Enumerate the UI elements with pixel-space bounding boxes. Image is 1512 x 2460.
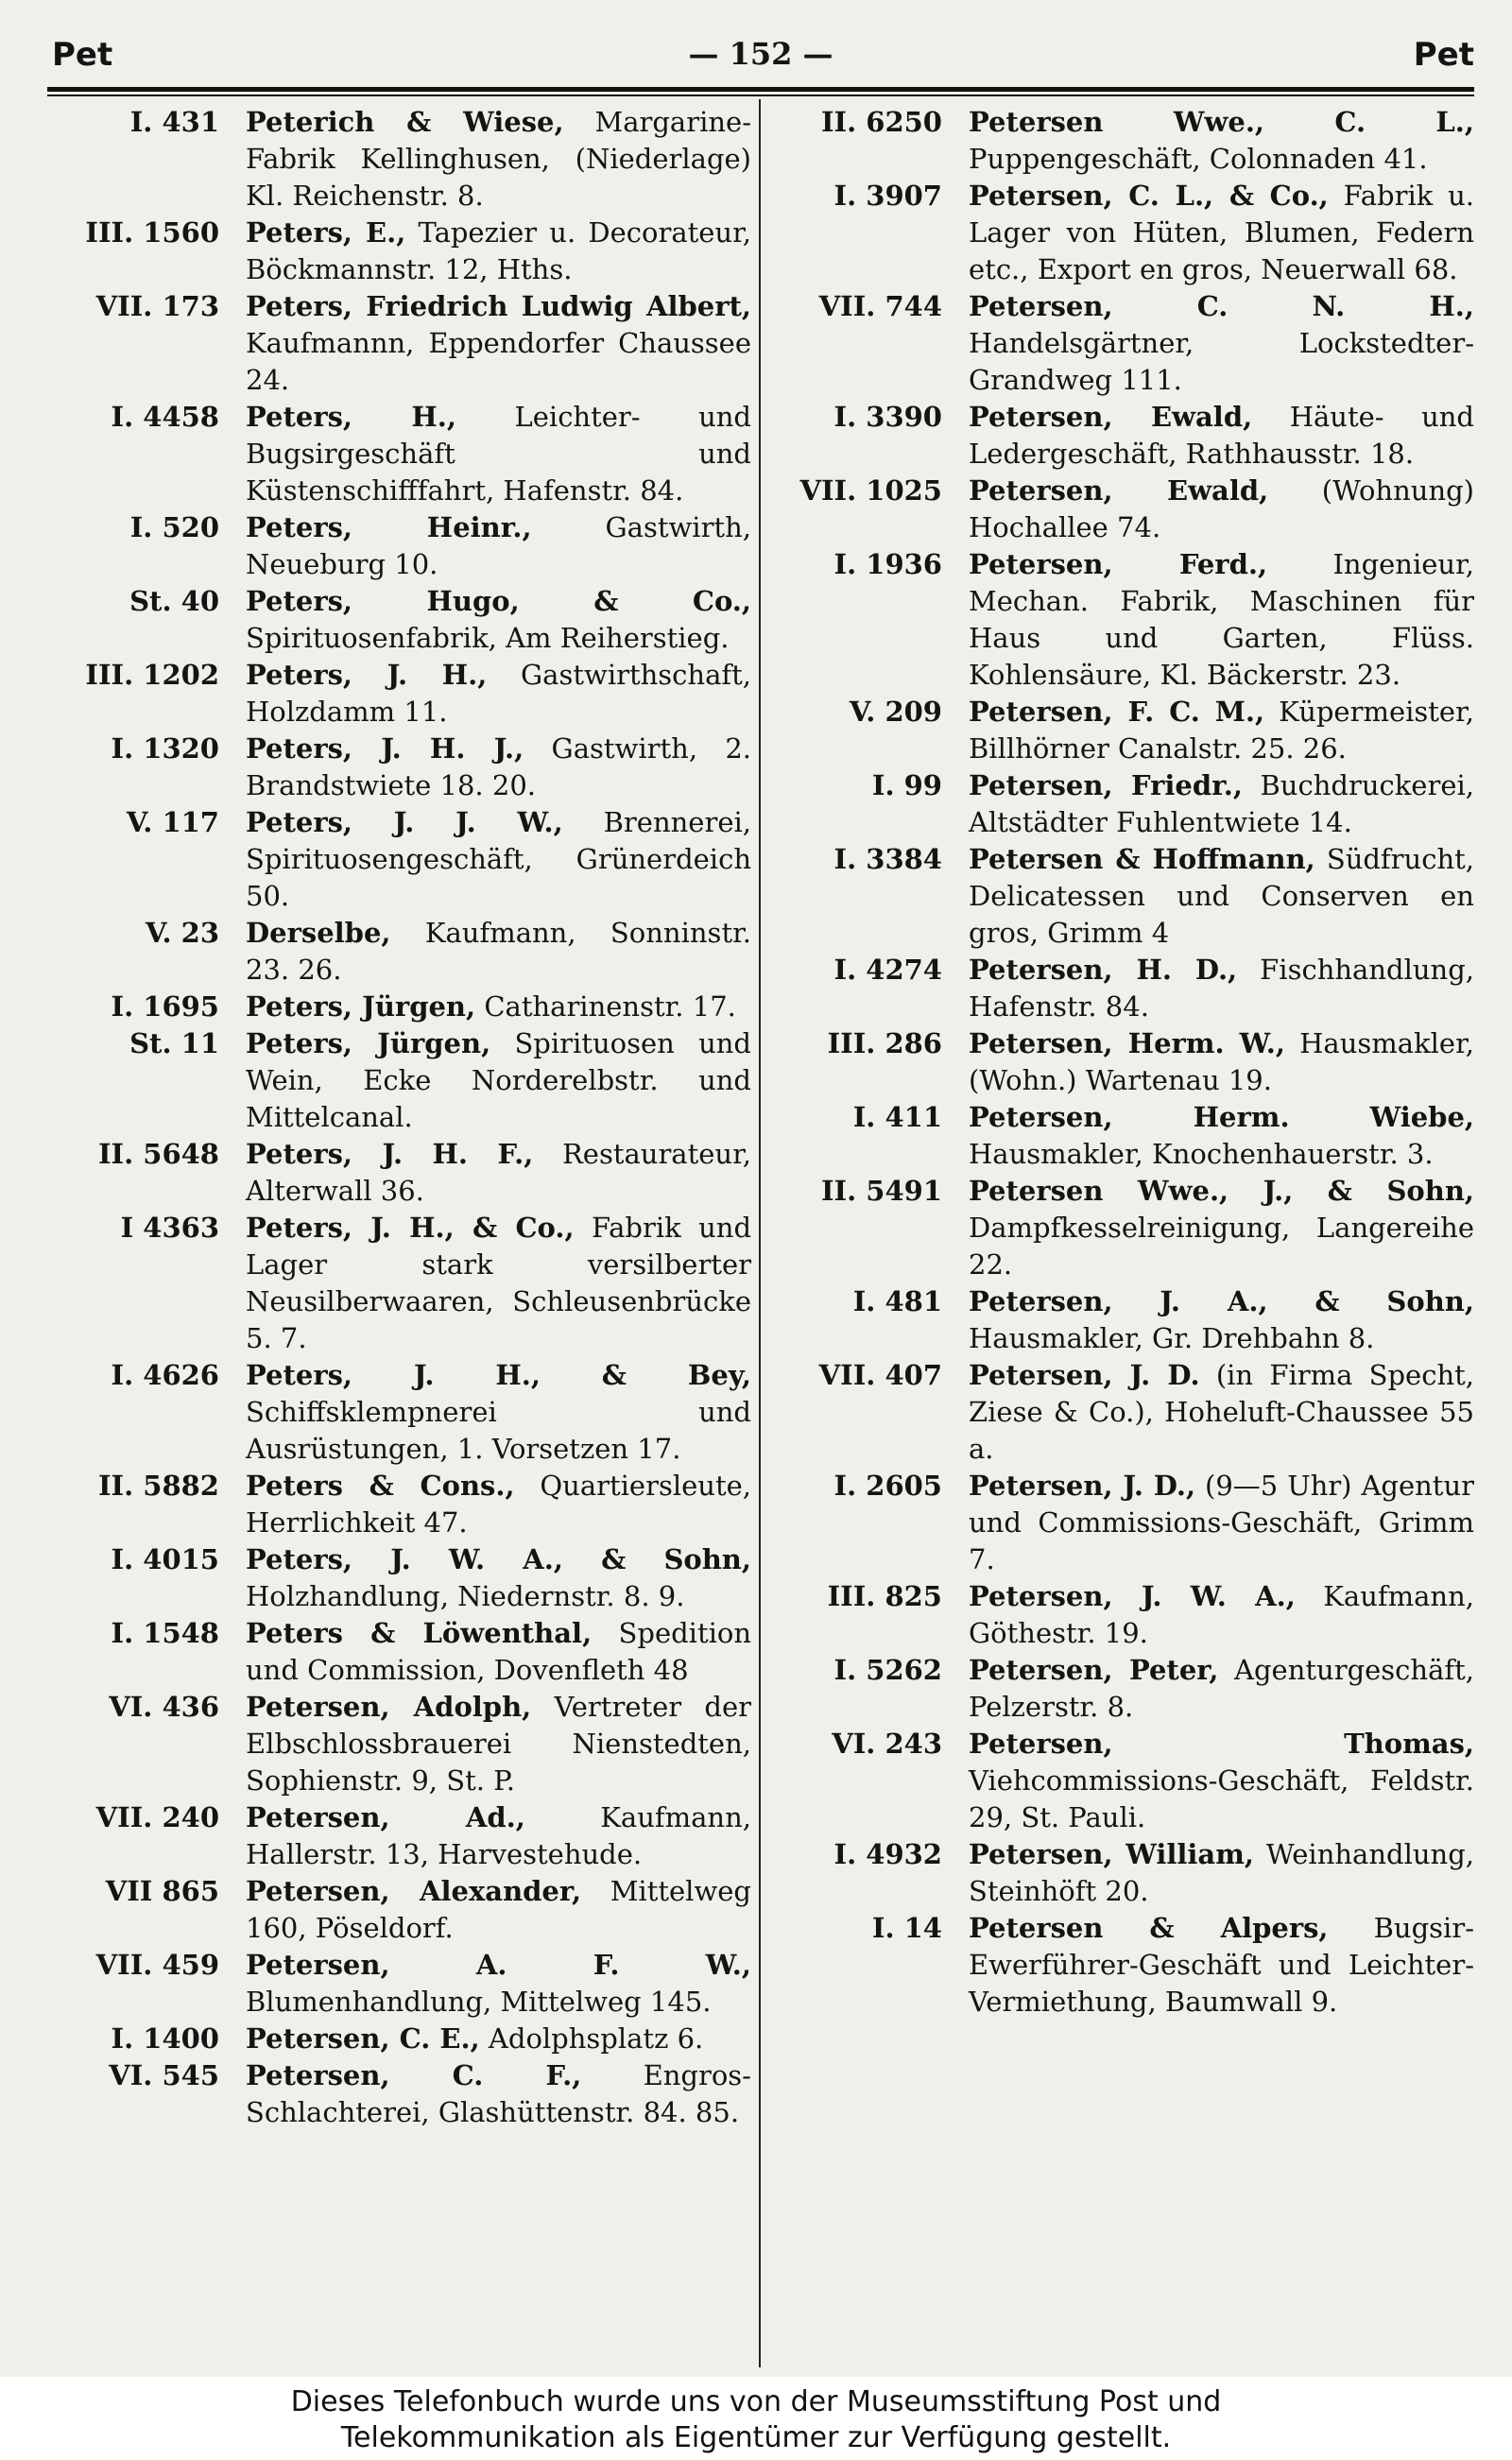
- entry-name: Petersen & Hoffmann,: [969, 843, 1315, 875]
- phone-number: V. 117: [126, 806, 219, 838]
- phone-number: I. 4932: [833, 1838, 942, 1870]
- entry-text: [969, 104, 1474, 178]
- entry-text: [969, 178, 1474, 288]
- left-column: [47, 104, 751, 2131]
- entry-details: Agenturgeschäft, Pelzerstr. 8.: [969, 1654, 1474, 1723]
- phone-number: St. 11: [129, 1027, 219, 1059]
- entry-details: Kaufmann, Hallerstr. 13, Harvestehude.: [246, 1801, 751, 1870]
- entry-text: [969, 767, 1474, 841]
- entry-name: Petersen, Adolph,: [246, 1691, 532, 1723]
- entry-text: [246, 288, 751, 399]
- entry-text: [246, 731, 751, 804]
- header-rule-thick: [47, 87, 1474, 92]
- directory-entry: [770, 1283, 1474, 1357]
- phone-number: I. 1320: [111, 732, 219, 765]
- entry-details: Buchdruckerei, Altstädter Fuhlentwiete 14.: [969, 769, 1474, 838]
- entry-name: Peters, Hugo, & Co.,: [246, 585, 751, 617]
- directory-entry: [47, 915, 751, 989]
- directory-entry: [770, 841, 1474, 952]
- phone-number: I. 5262: [833, 1654, 942, 1686]
- directory-entry: [770, 1025, 1474, 1099]
- phone-number: I. 411: [852, 1101, 942, 1133]
- column-divider: [759, 99, 761, 2367]
- entry-details: Leichter- und Bugsirgeschäft und Küstenschifffahrt, Hafenstr. 84.: [246, 401, 751, 507]
- footer-line-1: Dieses Telefonbuch wurde uns von der Museumsstiftung Post und: [290, 2385, 1222, 2418]
- entry-name: Peters & Löwenthal,: [246, 1617, 593, 1649]
- entry-name: Petersen, J. D.,: [969, 1470, 1196, 1502]
- entry-details: Quartiersleute, Herrlichkeit 47.: [246, 1470, 751, 1539]
- phone-number: I. 4458: [111, 401, 219, 433]
- phone-number: VI. 545: [109, 2059, 219, 2091]
- entry-name: Petersen, C. N. H.,: [969, 290, 1474, 322]
- page-number: — 152 —: [688, 36, 833, 72]
- entry-name: Petersen, Peter,: [969, 1654, 1219, 1686]
- phone-number: I. 1936: [833, 548, 942, 580]
- entry-details: Küpermeister, Billhörner Canalstr. 25. 26.: [969, 696, 1474, 765]
- directory-entry: [770, 1910, 1474, 2021]
- entry-text: [969, 1025, 1474, 1099]
- entry-details: Engros-Schlachterei, Glashüttenstr. 84. 85.: [246, 2059, 751, 2128]
- phone-number: II. 5648: [97, 1138, 219, 1170]
- phone-number: VII. 1025: [799, 474, 942, 507]
- entry-text: [246, 657, 751, 731]
- phone-number: VI. 243: [832, 1728, 942, 1760]
- phone-number: I. 4015: [111, 1543, 219, 1575]
- phone-number: I. 431: [129, 106, 219, 138]
- entry-name: Peters, Heinr.,: [246, 511, 532, 543]
- directory-entry: [47, 1136, 751, 1210]
- phone-number: I. 4626: [111, 1359, 219, 1391]
- directory-entry: [770, 1836, 1474, 1910]
- phone-number: I. 1695: [111, 990, 219, 1023]
- phone-number: I. 99: [871, 769, 942, 801]
- directory-entry: [47, 1468, 751, 1541]
- entry-name: Petersen, J. A., & Sohn,: [969, 1285, 1474, 1317]
- directory-entry: [770, 1173, 1474, 1283]
- directory-entry: [770, 288, 1474, 399]
- entry-name: Petersen, Ewald,: [969, 474, 1269, 507]
- entry-details: Hausmakler, Gr. Drehbahn 8.: [969, 1322, 1375, 1354]
- entry-text: [969, 1283, 1474, 1357]
- entry-name: Peters, Jürgen,: [246, 1027, 491, 1059]
- entry-text: [246, 1873, 751, 1947]
- phone-number: VII 865: [105, 1875, 219, 1907]
- entry-details: Hausmakler, (Wohn.) Wartenau 19.: [969, 1027, 1474, 1096]
- header-left-keyword: Pet: [52, 36, 113, 74]
- entry-details: Vertreter der Elbschlossbrauerei Nienstedten, Sophienstr. 9, St. P.: [246, 1691, 751, 1797]
- entry-text: [969, 1468, 1474, 1578]
- entry-name: Derselbe,: [246, 917, 391, 949]
- entry-text: [969, 473, 1474, 546]
- directory-entry: [770, 473, 1474, 546]
- entry-name: Peters, Friedrich Ludwig Albert,: [246, 290, 751, 322]
- entry-text: [969, 841, 1474, 952]
- entry-name: Petersen, C. L., & Co.,: [969, 180, 1329, 212]
- directory-entry: [47, 1689, 751, 1799]
- entry-details: Schiffsklempnerei und Ausrüstungen, 1. Vorsetzen 17.: [246, 1396, 751, 1465]
- directory-entry: [770, 1726, 1474, 1836]
- entry-text: [246, 509, 751, 583]
- entry-details: Bugsir-Ewerführer-Geschäft und Leichter-Vermiethung, Baumwall 9.: [969, 1912, 1474, 2018]
- directory-entry: [47, 657, 751, 731]
- entry-details: (Wohnung) Hochallee 74.: [969, 474, 1474, 543]
- entry-text: [969, 546, 1474, 694]
- phone-number: V. 209: [849, 696, 942, 728]
- entry-details: Adolphsplatz 6.: [479, 2022, 704, 2055]
- entry-text: [246, 583, 751, 657]
- directory-entry: [770, 1099, 1474, 1173]
- entry-text: [969, 1357, 1474, 1468]
- directory-entry: [770, 104, 1474, 178]
- entry-details: Häute- und Ledergeschäft, Rathhausstr. 18.: [969, 401, 1474, 470]
- entry-details: Ingenieur, Mechan. Fabrik, Maschinen für Haus und Garten, Flüss. Kohlensäure, Kl. Bäckerstr. 23.: [969, 548, 1474, 691]
- entry-name: Peters, J. H.,: [246, 659, 488, 691]
- entry-text: [246, 1468, 751, 1541]
- directory-entry: [47, 1947, 751, 2021]
- phone-number: I. 3384: [833, 843, 942, 875]
- entry-details: Fabrik u. Lager von Hüten, Blumen, Federn etc., Export en gros, Neuerwall 68.: [969, 180, 1474, 285]
- directory-entry: [770, 1578, 1474, 1652]
- entry-text: [246, 1025, 751, 1136]
- entry-text: [969, 1578, 1474, 1652]
- entry-details: (in Firma Specht, Ziese & Co.), Hoheluft-Chaussee 55 a.: [969, 1359, 1474, 1465]
- entry-text: [246, 915, 751, 989]
- directory-entry: [47, 1799, 751, 1873]
- entry-name: Peters, J. H. J.,: [246, 732, 524, 765]
- entry-text: [969, 1726, 1474, 1836]
- phone-number: II. 5882: [97, 1470, 219, 1502]
- entry-details: Blumenhandlung, Mittelweg 145.: [246, 1986, 712, 2018]
- entry-text: [969, 952, 1474, 1025]
- entry-details: Fischhandlung, Hafenstr. 84.: [969, 954, 1474, 1023]
- entry-details: Handelsgärtner, Lockstedter-Grandweg 111.: [969, 327, 1474, 396]
- phone-number: I. 1400: [111, 2022, 219, 2055]
- directory-entry: [47, 1210, 751, 1357]
- entry-name: Petersen, C. F.,: [246, 2059, 582, 2091]
- phone-number: I. 2605: [833, 1470, 942, 1502]
- phone-number: I. 520: [129, 511, 219, 543]
- entry-text: [969, 694, 1474, 767]
- entry-name: Petersen, Herm. W.,: [969, 1027, 1285, 1059]
- entry-name: Peters, E.,: [246, 216, 406, 249]
- entry-text: [246, 1615, 751, 1689]
- directory-entry: [770, 1468, 1474, 1578]
- directory-entry: [47, 215, 751, 288]
- entry-text: [969, 1173, 1474, 1283]
- directory-entry: [770, 1357, 1474, 1468]
- entry-name: Petersen, Ad.,: [246, 1801, 525, 1833]
- entry-name: Petersen, J. D.: [969, 1359, 1200, 1391]
- entry-details: Margarine-Fabrik Kellinghusen, (Niederlage) Kl. Reichenstr. 8.: [246, 106, 751, 212]
- directory-entry: [47, 399, 751, 509]
- phone-number: I. 14: [871, 1912, 942, 1944]
- entry-name: Peters, J. J. W.,: [246, 806, 563, 838]
- entry-text: [969, 1910, 1474, 2021]
- entry-text: [246, 104, 751, 215]
- entry-name: Petersen, Alexander,: [246, 1875, 582, 1907]
- entry-name: Peters, Jürgen,: [246, 990, 476, 1023]
- entry-text: [246, 1210, 751, 1357]
- entry-text: [246, 1947, 751, 2021]
- entry-name: Peters & Cons.,: [246, 1470, 515, 1502]
- entry-name: Petersen, J. W. A.,: [969, 1580, 1296, 1612]
- entry-details: Spedition und Commission, Dovenfleth 48: [246, 1617, 752, 1686]
- phone-number: St. 40: [129, 585, 219, 617]
- entry-text: [246, 1799, 751, 1873]
- header-right-keyword: Pet: [1413, 36, 1474, 74]
- directory-entry: [47, 989, 751, 1025]
- entry-text: [969, 1652, 1474, 1726]
- entry-name: Peters, H.,: [246, 401, 456, 433]
- entry-name: Petersen Wwe., J., & Sohn,: [969, 1175, 1474, 1207]
- entry-name: Petersen, Ferd.,: [969, 548, 1268, 580]
- entry-name: Petersen, Thomas,: [969, 1728, 1474, 1760]
- directory-page: [47, 28, 1474, 2363]
- entry-details: Tapezier u. Decorateur, Böckmannstr. 12, Hths.: [246, 216, 751, 285]
- directory-entry: [47, 1541, 751, 1615]
- directory-entry: [770, 399, 1474, 473]
- phone-number: V. 23: [146, 917, 219, 949]
- phone-number: III. 286: [827, 1027, 942, 1059]
- directory-entry: [770, 952, 1474, 1025]
- phone-number: I. 4274: [833, 954, 942, 986]
- phone-number: I 4363: [120, 1212, 219, 1244]
- entry-name: Petersen, A. F. W.,: [246, 1949, 751, 1981]
- phone-number: III. 1560: [85, 216, 219, 249]
- directory-entry: [47, 288, 751, 399]
- entry-text: [246, 399, 751, 509]
- entry-text: [969, 399, 1474, 473]
- entry-details: Kaufmann, Göthestr. 19.: [969, 1580, 1474, 1649]
- entry-name: Peterich & Wiese,: [246, 106, 564, 138]
- entry-name: Petersen & Alpers,: [969, 1912, 1329, 1944]
- phone-number: VII. 240: [95, 1801, 219, 1833]
- phone-number: VII. 407: [818, 1359, 942, 1391]
- entry-name: Petersen, Friedr.,: [969, 769, 1243, 801]
- entry-text: [246, 1357, 751, 1468]
- phone-number: III. 1202: [85, 659, 219, 691]
- entry-text: [246, 989, 751, 1025]
- entry-details: Restaurateur, Alterwall 36.: [246, 1138, 751, 1207]
- entry-details: Südfrucht, Delicatessen und Conserven en gros, Grimm 4: [969, 843, 1474, 949]
- directory-entry: [770, 178, 1474, 288]
- footer-note: [0, 2377, 1512, 2460]
- entry-name: Petersen, Ewald,: [969, 401, 1253, 433]
- directory-entry: [47, 104, 751, 215]
- directory-entry: [770, 1652, 1474, 1726]
- phone-number: VII. 173: [95, 290, 219, 322]
- entry-details: Mittelweg 160, Pöseldorf.: [246, 1875, 751, 1944]
- entry-details: (9—5 Uhr) Agentur und Commissions-Geschäft, Grimm 7.: [969, 1470, 1474, 1575]
- entry-text: [246, 215, 751, 288]
- entry-name: Peters, J. H., & Co.,: [246, 1212, 575, 1244]
- footer-line-2: Telekommunikation als Eigentümer zur Verfügung gestellt.: [340, 2421, 1172, 2454]
- entry-name: Petersen, H. D.,: [969, 954, 1238, 986]
- directory-entry: [47, 1025, 751, 1136]
- directory-entry: [770, 546, 1474, 694]
- phone-number: VI. 436: [109, 1691, 219, 1723]
- entry-details: Gastwirth, Neueburg 10.: [246, 511, 751, 580]
- right-column: [770, 104, 1474, 2021]
- entry-text: [246, 1689, 751, 1799]
- entry-text: [246, 1136, 751, 1210]
- phone-number: I. 3390: [833, 401, 942, 433]
- entry-name: Peters, J. H., & Bey,: [246, 1359, 751, 1391]
- directory-entry: [47, 2057, 751, 2131]
- phone-number: II. 6250: [820, 106, 942, 138]
- phone-number: I. 481: [852, 1285, 942, 1317]
- entry-text: [969, 1099, 1474, 1173]
- entry-details: Dampfkesselreinigung, Langereihe 22.: [969, 1212, 1474, 1281]
- entry-details: Puppengeschäft, Colonnaden 41.: [969, 143, 1428, 175]
- entry-details: Kaufmannn, Eppendorfer Chaussee 24.: [246, 327, 751, 396]
- entry-text: [969, 1836, 1474, 1910]
- entry-name: Peters, J. W. A., & Sohn,: [246, 1543, 751, 1575]
- entry-name: Petersen Wwe., C. L.,: [969, 106, 1474, 138]
- entry-details: Weinhandlung, Steinhöft 20.: [969, 1838, 1474, 1907]
- phone-number: III. 825: [827, 1580, 942, 1612]
- directory-entry: [47, 509, 751, 583]
- entry-text: [969, 288, 1474, 399]
- directory-entry: [47, 1357, 751, 1468]
- entry-details: Viehcommissions-Geschäft, Feldstr. 29, St. Pauli.: [969, 1764, 1474, 1833]
- directory-entry: [47, 1873, 751, 1947]
- directory-entry: [47, 804, 751, 915]
- entry-text: [246, 804, 751, 915]
- entry-details: Brennerei, Spirituosengeschäft, Grünerdeich 50.: [246, 806, 751, 912]
- entry-details: Hausmakler, Knochenhauerstr. 3.: [969, 1138, 1434, 1170]
- phone-number: VII. 744: [818, 290, 942, 322]
- entry-name: Petersen, F. C. M.,: [969, 696, 1265, 728]
- phone-number: II. 5491: [820, 1175, 942, 1207]
- entry-name: Petersen, Herm. Wiebe,: [969, 1101, 1474, 1133]
- entry-details: Catharinenstr. 17.: [475, 990, 736, 1023]
- directory-entry: [47, 583, 751, 657]
- entry-name: Petersen, William,: [969, 1838, 1254, 1870]
- entry-details: Holzhandlung, Niedernstr. 8. 9.: [246, 1580, 685, 1612]
- entry-details: Gastwirthschaft, Holzdamm 11.: [246, 659, 751, 728]
- entry-name: Petersen, C. E.,: [246, 2022, 480, 2055]
- phone-number: I. 1548: [111, 1617, 219, 1649]
- phone-number: VII. 459: [95, 1949, 219, 1981]
- phone-number: I. 3907: [833, 180, 942, 212]
- entry-text: [246, 1541, 751, 1615]
- entry-details: Spirituosen und Wein, Ecke Norderelbstr. und Mittelcanal.: [246, 1027, 751, 1133]
- directory-entry: [47, 1615, 751, 1689]
- entry-details: Spirituosenfabrik, Am Reiherstieg.: [246, 622, 730, 654]
- entry-details: Gastwirth, 2. Brandstwiete 18. 20.: [246, 732, 751, 801]
- entry-details: Kaufmann, Sonninstr. 23. 26.: [246, 917, 751, 986]
- entry-text: [246, 2021, 751, 2057]
- directory-entry: [47, 2021, 751, 2057]
- entry-text: [246, 2057, 751, 2131]
- page-header: [47, 28, 1474, 95]
- directory-entry: [47, 731, 751, 804]
- directory-entry: [770, 767, 1474, 841]
- directory-entry: [770, 694, 1474, 767]
- entry-details: Fabrik und Lager stark versilberter Neusilberwaaren, Schleusenbrücke 5. 7.: [246, 1212, 752, 1354]
- header-rule-thin: [47, 95, 1474, 96]
- entry-name: Peters, J. H. F.,: [246, 1138, 534, 1170]
